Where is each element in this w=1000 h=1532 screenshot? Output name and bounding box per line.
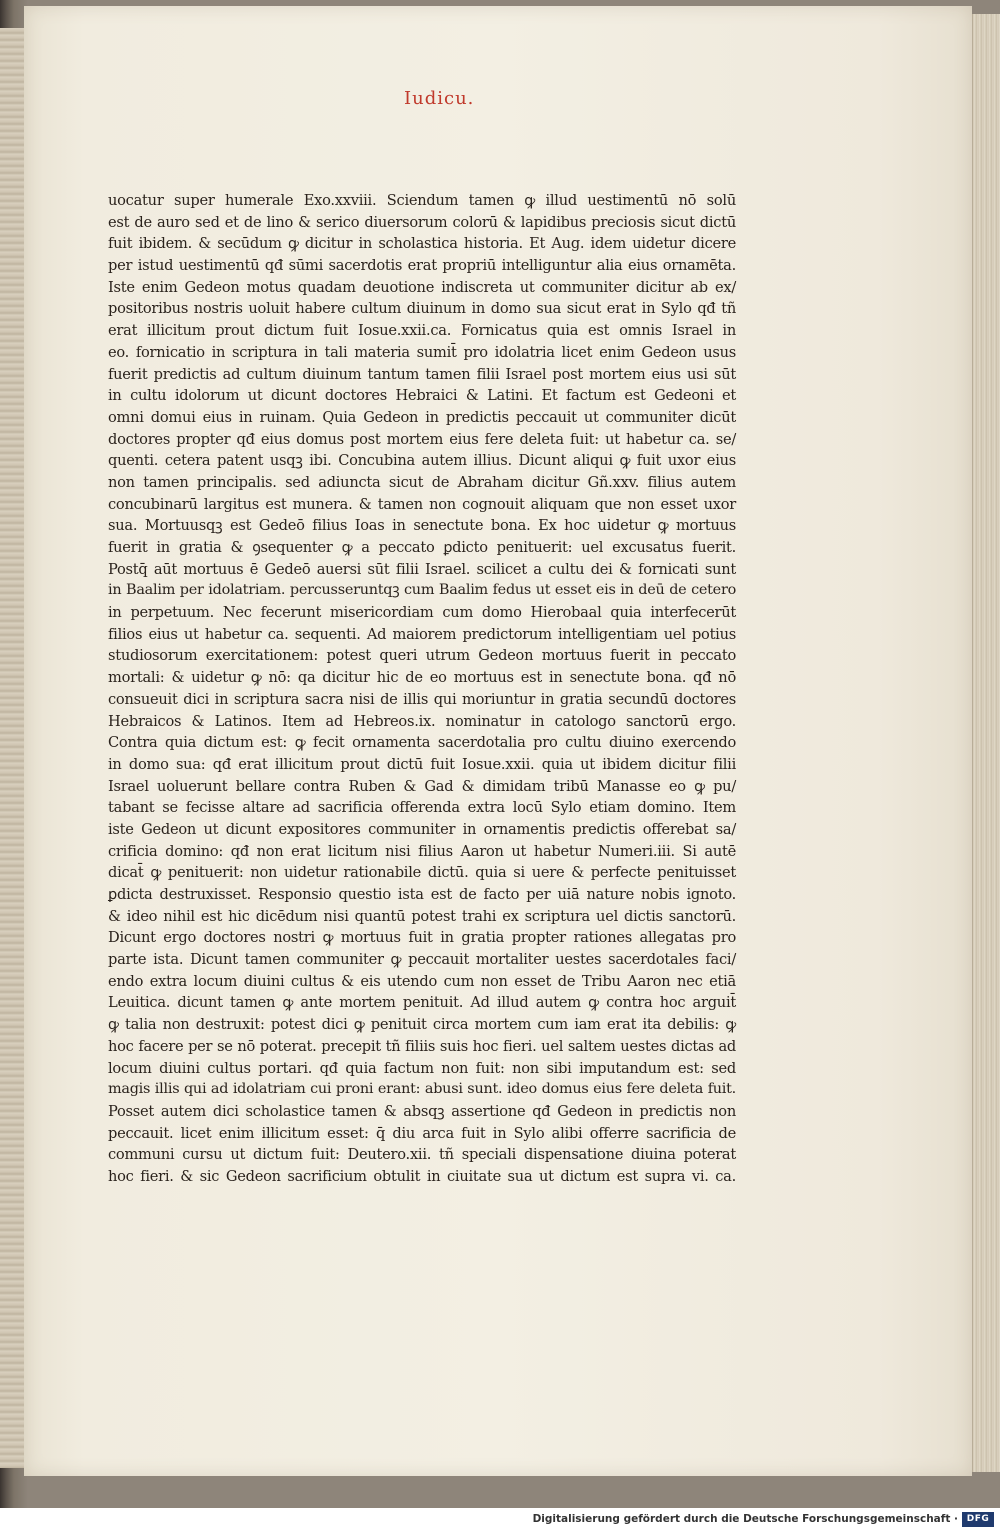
text-line: & ideo nihil est hic dicēdum nisi quantū potest trahi ex scriptura uel dictis sanctorū.: [108, 907, 736, 925]
text-line: mortali: & uidetur ꝙ nō: qa dicitur hic de eo mortuus est in senectute bona. qđ nō: [108, 669, 736, 687]
text-line: Israel uoluerunt bellare contra Ruben & Gad & dimidam tribū Manasse eo ꝙ pu/: [108, 777, 736, 795]
footer-bar: [0, 1508, 1000, 1532]
text-line: fuerit in gratia & ꝯsequenter ꝙ a peccato ꝑdicto penituerit: uel excusatus fuerit.: [108, 539, 736, 556]
text-line: Leuitica. dicunt tamen ꝙ ante mortem penituit. Ad illud autem ꝙ contra hoc arguit̄: [108, 994, 736, 1012]
text-line: Hebraicos & Latinos. Item ad Hebreos.ix. nominatur in catologo sanctorū ergo.: [108, 712, 736, 730]
text-line: fuit ibidem. & secūdum ꝙ dicitur in scholastica historia. Et Aug. idem uidetur dicere: [108, 235, 736, 253]
text-line: Contra quia dictum est: ꝙ fecit ornamenta sacerdotalia pro cultu diuino exercendo: [108, 734, 736, 752]
text-line: hoc fieri. & sic Gedeon sacrificium obtulit in ciuitate sua ut dictum est supra vi. ca.: [108, 1167, 736, 1185]
text-line: uocatur super humerale Exo.xxviii. Sciendum tamen ꝙ illud uestimentū nō solū: [108, 192, 736, 209]
text-line: locum diuini cultus portari. qđ quia factum non fuit: non sibi imputandum est: sed: [108, 1059, 736, 1077]
text-line: eo. fornicatio in scriptura in tali materia sumit̄ pro idolatria licet enim Gedeon usus: [108, 343, 736, 361]
text-line: erat illicitum prout dictum fuit Iosue.xxii.ca. Fornicatus quia est omnis Israel in: [108, 322, 736, 340]
text-line: fuerit predictis ad cultum diuinum tantum tamen filii Israel post mortem eius usi sūt: [108, 365, 736, 383]
text-line: hoc facere per se nō poterat. precepit tñ filiis suis hoc fieri. uel saltem uestes dictas ad: [108, 1037, 736, 1055]
dfg-logo-icon: DFG: [962, 1512, 994, 1527]
text-line: non tamen principalis. sed adiuncta sicut de Abraham dicitur Gñ.xxv. filius autem: [108, 473, 736, 491]
text-line: sua. Mortuusqꝫ est Gedeō filius Ioas in senectute bona. Ex hoc uidetur ꝙ mortuus: [108, 517, 736, 535]
funding-credit: Digitalisierung gefördert durch die Deutsche Forschungsgemeinschaft ·: [532, 1513, 958, 1525]
text-line: quenti. cetera patent usqꝫ ibi. Concubina autem illius. Dicunt aliqui ꝙ fuit uxor eius: [108, 452, 736, 470]
text-line: tabant se fecisse altare ad sacrificia offerenda extra locū Sylo etiam domino. Item: [108, 799, 736, 817]
text-line: endo extra locum diuini cultus & eis utendo cum non esset de Tribu Aaron nec etiā: [108, 972, 736, 990]
text-line: in domo sua: qđ erat illicitum prout dictū fuit Iosue.xxii. quia ut ibidem dicitur filii: [108, 755, 736, 773]
text-line: crificia domino: qđ non erat licitum nisi filius Aaron ut habetur Numeri.iii. Si autē: [108, 842, 736, 860]
text-line: in cultu idolorum ut dicunt doctores Hebraici & Latini. Et factum est Gedeoni et: [108, 387, 736, 405]
fore-edge: [972, 14, 1000, 1472]
running-head-text: Iudicu.: [404, 88, 475, 109]
text-line: per istud uestimentū qđ sūmi sacerdotis erat propriū intelliguntur alia eius ornamēta.: [108, 257, 736, 275]
text-line: in Baalim per idolatriam. percusseruntqꝫ cum Baalim fedus ut esset eis in deū de cetero: [108, 582, 736, 599]
book-page: [24, 6, 972, 1476]
text-line: Iste enim Gedeon motus quadam deuotione indiscreta ut communiter dicitur ab ex/: [108, 278, 736, 296]
text-line: peccauit. licet enim illicitum esset: q̄ diu arca fuit in Sylo alibi offerre sacrificia de: [108, 1124, 736, 1142]
text-line: iste Gedeon ut dicunt expositores communiter in ornamentis predictis offerebat sa/: [108, 820, 736, 838]
text-line: in perpetuum. Nec fecerunt misericordiam cum domo Hierobaal quia interfecerūt: [108, 604, 736, 622]
running-head: [404, 88, 474, 109]
text-line: est de auro sed et de lino & serico diuersorum colorū & lapidibus preciosis sicut dictū: [108, 213, 736, 231]
text-line: Dicunt ergo doctores nostri ꝙ mortuus fuit in gratia propter rationes allegatas pro: [108, 929, 736, 947]
text-line: filios eius ut habetur ca. sequenti. Ad maiorem predictorum intelligentiam uel potius: [108, 625, 736, 643]
text-line: consueuit dici in scriptura sacra nisi de illis qui moriuntur in gratia secundū doctores: [108, 690, 736, 708]
text-line: magis illis qui ad idolatriam cui proni erant: abusi sunt. ideo domus eius fere deleta fuit.: [108, 1081, 736, 1098]
text-line: studiosorum exercitationem: potest queri utrum Gedeon mortuus fuerit in peccato: [108, 647, 736, 665]
text-line: ꝙ talia non destruxit: potest dici ꝙ penituit circa mortem cum iam erat ita debilis: ꝙ: [108, 1016, 736, 1034]
text-line: positoribus nostris uoluit habere cultum diuinum in domo sua sicut erat in Sylo qđ tñ: [108, 300, 736, 318]
text-line: parte ista. Dicunt tamen communiter ꝙ peccauit mortaliter uestes sacerdotales faci/: [108, 951, 736, 969]
text-line: concubinarū largitus est munera. & tamen non cognouit aliquam que non esset uxor: [108, 495, 736, 513]
left-page-edge: [0, 28, 25, 1468]
text-line: dicat̄ ꝙ penituerit: non uidetur rationabile dictū. quia si uere & perfecte penituisset: [108, 864, 736, 882]
text-line: ꝑdicta destruxisset. Responsio questio ista est de facto per uiā nature nobis ignoto.: [108, 886, 736, 903]
text-line: Postq̄ aūt mortuus ē Gedeō auersi sūt filii Israel. scilicet a cultu dei & fornicati sunt: [108, 560, 736, 578]
text-line: communi cursu ut dictum fuit: Deutero.xii. tñ speciali dispensatione diuina poterat: [108, 1146, 736, 1164]
text-line: omni domui eius in ruinam. Quia Gedeon in predictis peccauit ut communiter dicūt: [108, 408, 736, 426]
text-column: [108, 190, 736, 1188]
text-line: Posset autem dici scholastice tamen & absqꝫ assertione qđ Gedeon in predictis non: [108, 1102, 736, 1120]
text-line: doctores propter qđ eius domus post mortem eius fere deleta fuit: ut habetur ca. se/: [108, 430, 736, 448]
